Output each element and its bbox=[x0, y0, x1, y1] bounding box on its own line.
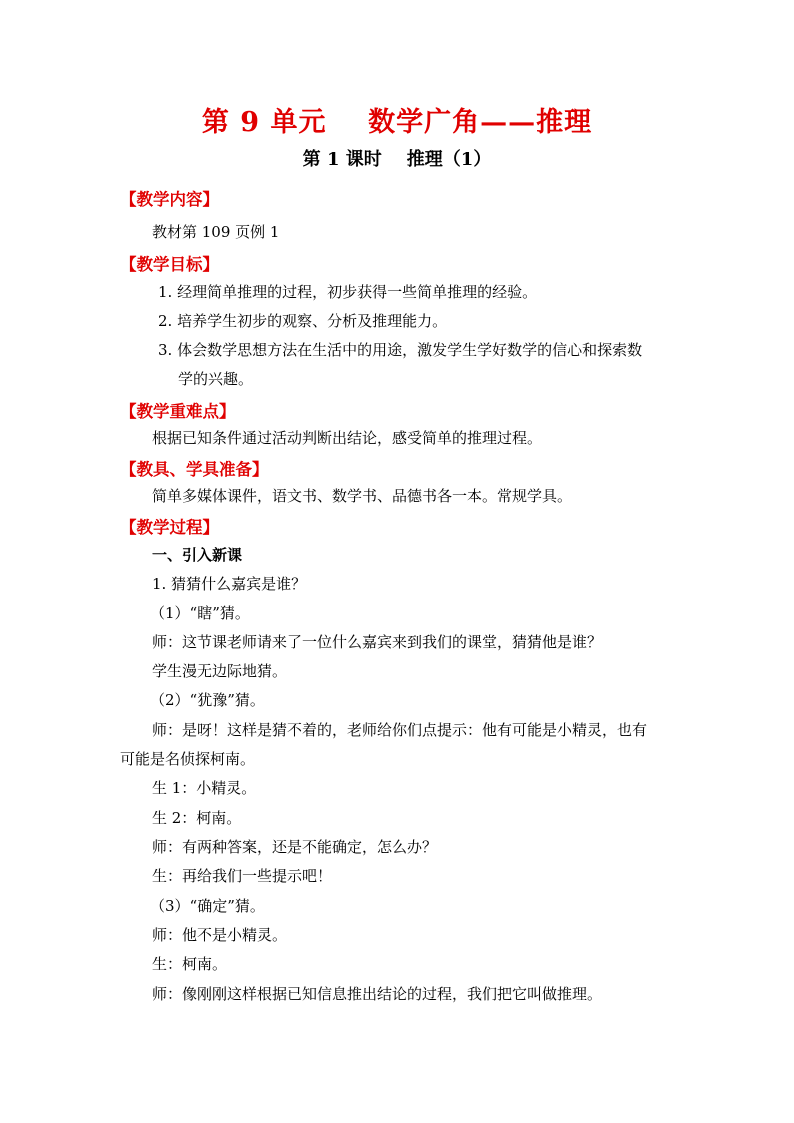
process-line-13: （3）“确定”猜。 bbox=[150, 897, 265, 915]
lesson-subtitle: 第 1 课时 推理（1） bbox=[302, 149, 492, 170]
process-line-14: 师：他不是小精灵。 bbox=[152, 926, 288, 944]
process-line-4: 师：这节课老师请来了一位什么嘉宾来到我们的课堂，猜猜他是谁？ bbox=[152, 633, 603, 651]
process-line-11: 师：有两种答案，还是不能确定，怎么办？ bbox=[152, 838, 438, 856]
process-line-15: 生：柯南。 bbox=[152, 955, 228, 973]
process-line-3: （1）“瞎”猜。 bbox=[150, 604, 250, 622]
teaching-content-text: 教材第 109 页例 1 bbox=[152, 223, 280, 241]
heading-key-difficult-points: 【教学重难点】 bbox=[120, 402, 236, 421]
unit-title: 第 9 单元 数学广角——推理 bbox=[201, 107, 593, 138]
goal-item-1: 1. 经理简单推理的过程，初步获得一些简单推理的经验。 bbox=[158, 283, 538, 301]
process-line-6: （2）“犹豫”猜。 bbox=[150, 691, 265, 709]
process-line-9: 生 1：小精灵。 bbox=[152, 779, 257, 797]
goal-item-3: 3. 体会数学思想方法在生活中的用途，激发学生学好数学的信心和探索数 bbox=[158, 341, 643, 359]
heading-teaching-tools: 【教具、学具准备】 bbox=[120, 460, 269, 479]
heading-teaching-process: 【教学过程】 bbox=[120, 518, 219, 537]
goal-item-2: 2. 培养学生初步的观察、分析及推理能力。 bbox=[158, 312, 448, 330]
process-line-2: 1. 猜猜什么嘉宾是谁？ bbox=[152, 575, 307, 593]
goal-item-3-continued: 学的兴趣。 bbox=[178, 370, 254, 388]
process-line-12: 生：再给我们一些提示吧！ bbox=[152, 867, 333, 885]
process-line-5: 学生漫无边际地猜。 bbox=[152, 662, 288, 680]
heading-teaching-goals: 【教学目标】 bbox=[120, 255, 219, 274]
key-points-text: 根据已知条件通过活动判断出结论，感受简单的推理过程。 bbox=[152, 429, 543, 447]
teaching-tools-text: 简单多媒体课件，语文书、数学书、品德书各一本。常规学具。 bbox=[152, 487, 573, 505]
process-line-7: 师：是呀！这样是猜不着的，老师给你们点提示：他有可能是小精灵，也有 bbox=[152, 721, 648, 739]
heading-teaching-content: 【教学内容】 bbox=[120, 190, 219, 209]
process-line-8: 可能是名侦探柯南。 bbox=[120, 750, 256, 768]
process-line-10: 生 2：柯南。 bbox=[152, 809, 242, 827]
process-line-1: 一、引入新课 bbox=[152, 546, 243, 564]
process-line-16: 师：像刚刚这样根据已知信息推出结论的过程，我们把它叫做推理。 bbox=[152, 985, 603, 1003]
